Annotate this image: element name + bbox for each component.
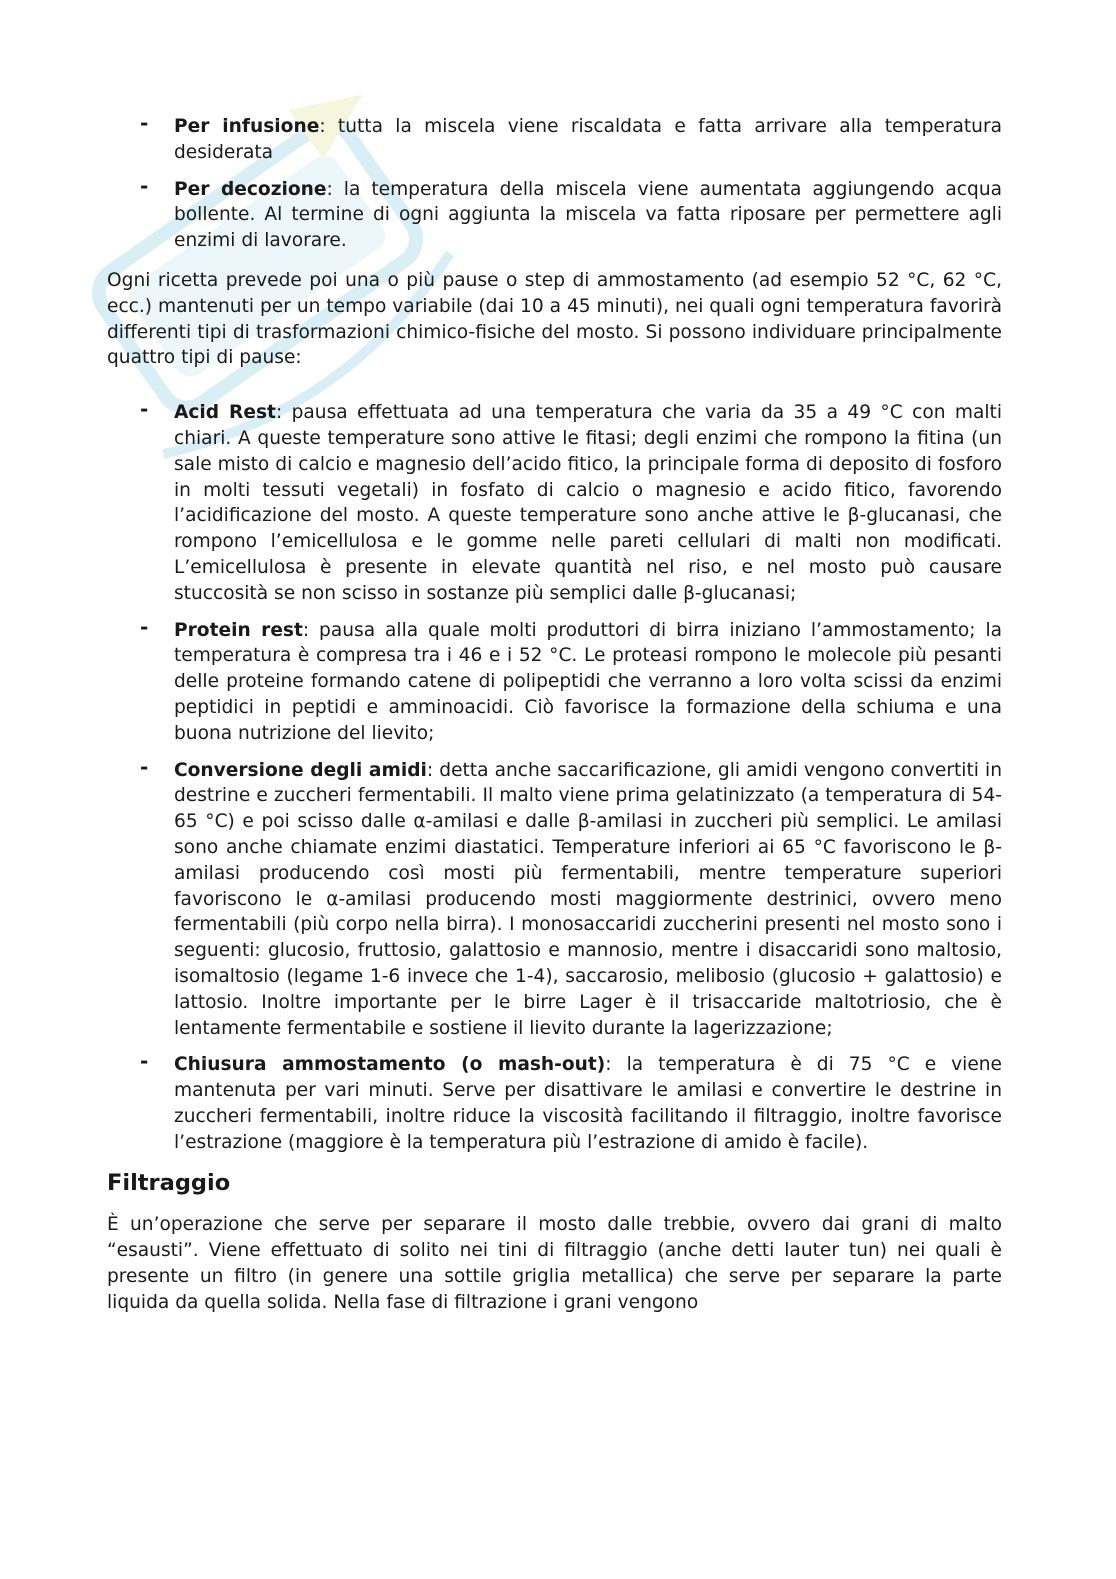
section-heading-filtraggio: Filtraggio — [107, 1170, 231, 1197]
method-term: Per decozione — [174, 178, 327, 200]
dash-bullet: - — [140, 111, 149, 135]
pause-item-protein-rest — [107, 614, 1002, 747]
dash-bullet: - — [140, 397, 149, 422]
dash-bullet: - — [140, 1049, 149, 1074]
pause-item-mash-out — [107, 1049, 1003, 1155]
method-item-infusione — [107, 111, 1002, 166]
method-term: Per infusione — [174, 116, 320, 137]
mashing-methods-list — [107, 111, 1002, 254]
pause-item-conversione-amidi — [107, 754, 1002, 1042]
pause-term: Acid Rest — [174, 402, 276, 424]
dash-bullet: - — [140, 173, 149, 198]
pause-term: Chiusura ammostamento (o mash-out) — [174, 1054, 606, 1076]
pause-term: Conversione degli amidi — [174, 759, 427, 781]
mash-pauses-list — [107, 397, 1003, 1155]
dash-bullet: - — [140, 614, 149, 639]
intro-paragraph: Ogni ricetta prevede poi una o più pause o step di ammostamento (ad esempio 52 °C, 62 °C, ecc.) mantenuti per un tempo variabile (dai 10 a 45 minuti), nei quali ogni temperatura favorirà differenti tipi di trasformazioni chimico-fisiche del mosto. Si possono individuare principalmente quattro tipi di pause: — [107, 269, 1002, 369]
pause-text: : pausa alla quale molti produttori di birra iniziano l’ammostamento; la temperatura è compresa tra i 46 e i 52 °C. Le proteasi rompono le molecole più pesanti delle proteine formando catene di polipeptidi che verranno a loro volta scissi da enzimi peptidici in peptidi e amminoacidi. Ciò favorisce la formazione della schiuma e una buona nutrizione del lievito; — [174, 619, 1002, 744]
method-text: : tutta la miscela viene riscaldata e fatta arrivare alla temperatura desiderata — [174, 116, 1002, 163]
pause-term: Protein rest — [174, 619, 303, 641]
pause-text: : la temperatura è di 75 °C e viene mantenuta per vari minuti. Serve per disattivare le amilasi e convertire le destrine in zuccheri fermentabili, inoltre riduce la viscosità facilitando il filtraggio, inoltre favorisce l’estrazione (maggiore è la temperatura più l’estrazione di amido è facile). — [174, 1054, 1003, 1153]
pause-text: : pausa effettuata ad una temperatura che varia da 35 a 49 °C con malti chiari. A queste temperature sono attive le fitasi; degli enzimi che rompono la fitina (un sale misto di calcio e magnesio dell’acido fitico, la principale forma di deposito di fosforo in molti tessuti vegetali) in fosfato di calcio o magnesio e acido fitico, favorendo l’acidificazione del mosto. A queste temperature sono anche attive le β-glucanasi, che rompono l’emicellulosa e le gomme nelle pareti cellulari di malti non modificati. L’emicellulosa è presente in elevate quantità nel riso, e nel mosto può causare stuccosità se non scisso in sostanze più semplici dalle β-glucanasi; — [174, 402, 1003, 604]
pause-text: : detta anche saccarificazione, gli amidi vengono convertiti in destrine e zuccheri fermentabili. Il malto viene prima gelatinizzato (a temperatura di 54-65 °C) e poi scisso dalle α-amilasi e dalle β-amilasi in zuccheri più semplici. Le amilasi sono anche chiamate enzimi diastatici. Temperature inferiori ai 65 °C favoriscono le β-amilasi producendo così mosti più fermentabili, mentre temperature superiori favoriscono le α-amilasi producendo mosti maggiormente destrinici, ovvero meno fermentabili (più corpo nella birra). I monosaccaridi zuccherini presenti nel mosto sono i seguenti: glucosio, fruttosio, galattosio e mannosio, mentre i disaccaridi sono maltosio, isomaltosio (legame 1-6 invece che 1-4), saccarosio, melibosio (glucosio + galattosio) e lattosio. Inoltre importante per le birre Lager è il trisaccaride maltotriosio, che è lentamente fermentabile e sostiene il lievito durante la lagerizzazione; — [174, 759, 1002, 1039]
pause-item-acid-rest — [107, 397, 1003, 606]
document-page — [107, 111, 1003, 1316]
method-item-decozione — [107, 173, 1002, 254]
filtraggio-paragraph: È un’operazione che serve per separare il mosto dalle trebbie, ovvero dai grani di malto “esausti”. Viene effettuato di solito nei tini di filtraggio (anche detti lauter tun) nei quali è presente un filtro (in genere una sottile griglia metallica) che serve per separare la parte liquida da quella solida. Nella fase di filtrazione i grani vengono — [107, 1214, 1002, 1313]
dash-bullet: - — [140, 754, 149, 779]
method-text: : la temperatura della miscela viene aumentata aggiungendo acqua bollente. Al termine di ogni aggiunta la miscela va fatta riposare per permettere agli enzimi di lavorare. — [174, 178, 1002, 252]
